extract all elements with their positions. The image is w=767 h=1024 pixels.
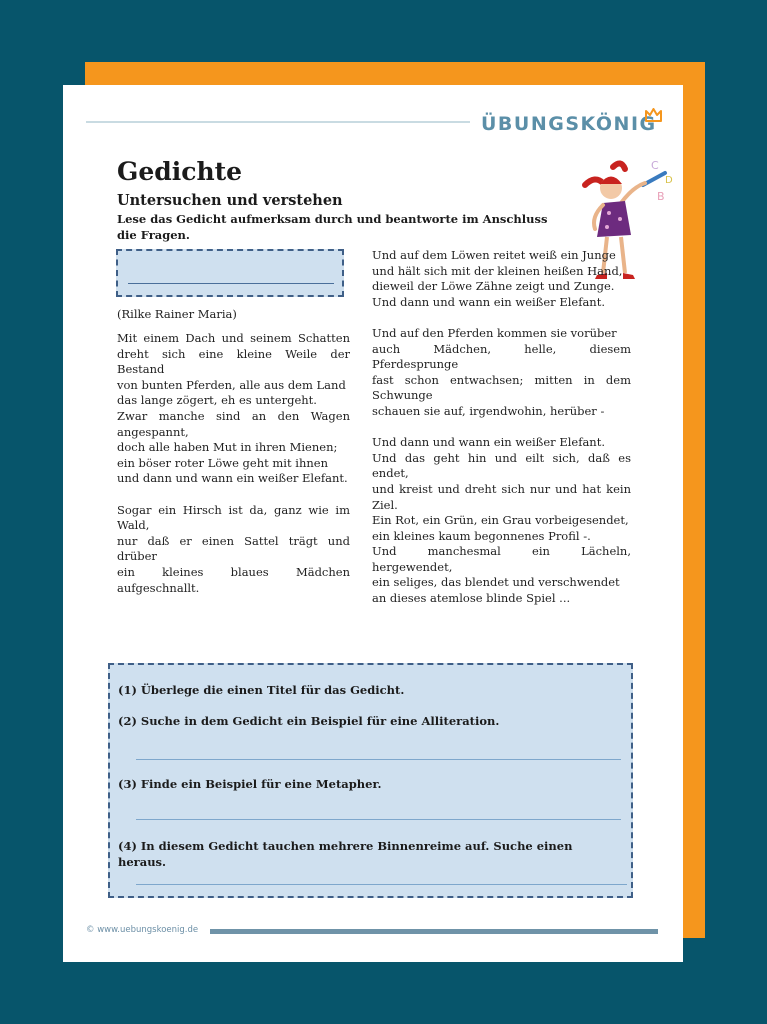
svg-text:D: D [665, 175, 673, 186]
answer-line-3[interactable] [136, 819, 621, 820]
poem-right-column [372, 248, 631, 607]
answer-line-4[interactable] [136, 884, 627, 885]
questions-box [108, 663, 633, 898]
poem-author: (Rilke Rainer Maria) [117, 307, 237, 321]
poem-line: doch alle haben Mut in ihren Mienen; [117, 440, 338, 455]
poem-title-answer-box[interactable] [116, 249, 344, 297]
poem-line: nur daß er einen Sattel trägt und drüber [117, 533, 350, 564]
page-subtitle: Untersuchen und verstehen [117, 192, 343, 209]
worksheet-page [63, 85, 683, 962]
question-1: (1) Überlege die einen Titel für das Gedicht. [118, 683, 405, 697]
svg-text:C: C [651, 159, 659, 172]
poem-line: ein seliges, das blendet und verschwendet [372, 575, 620, 590]
poem-line: Und auf dem Löwen reitet weiß ein Junge [372, 248, 616, 262]
poem-line: ein böser roter Löwe geht mit ihnen [117, 455, 328, 470]
answer-line-2[interactable] [136, 759, 621, 760]
poem-line: fast schon entwachsen; mitten in dem Schwunge [372, 372, 631, 403]
page-title: Gedichte [117, 157, 243, 186]
poem-line: Ein Rot, ein Grün, ein Grau vorbeigesendet, [372, 513, 629, 528]
question-4: (4) In diesem Gedicht tauchen mehrere Binnenreime auf. Suche einen heraus. [118, 839, 573, 869]
poem-line: dieweil der Löwe Zähne zeigt und Zunge. [372, 279, 615, 294]
poem-line: Und dann und wann ein weißer Elefant. [372, 435, 605, 450]
poem-line: und kreist und dreht sich nur und hat kein Ziel. [372, 481, 631, 512]
question-3: (3) Finde ein Beispiel für eine Metapher. [118, 777, 382, 791]
title-answer-line [128, 283, 334, 284]
poem-left-column [117, 331, 350, 596]
poem-line: ein kleines blaues Mädchen aufgeschnallt. [117, 564, 350, 595]
poem-line: und dann und wann ein weißer Elefant. [117, 471, 348, 486]
svg-text:B: B [657, 190, 665, 203]
poem-line: und hält sich mit der kleinen heißen Hand, [372, 263, 623, 278]
footer-bar [210, 929, 658, 934]
header-rule [86, 121, 470, 123]
poem-line: an dieses atemlose blinde Spiel ... [372, 591, 571, 606]
poem-line: von bunten Pferden, alle aus dem Land [117, 377, 346, 392]
poem-line: Und das geht hin und eilt sich, daß es endet, [372, 450, 631, 481]
footer-url: © www.uebungskoenig.de [86, 925, 199, 935]
poem-line: Und dann und wann ein weißer Elefant. [372, 294, 605, 309]
question-2: (2) Suche in dem Gedicht ein Beispiel für eine Alliteration. [118, 714, 500, 728]
poem-line: Mit einem Dach und seinem Schatten dreht sich eine kleine Weile der Bestand [117, 331, 350, 377]
poem-line: schauen sie auf, irgendwohin, herüber - [372, 403, 605, 418]
poem-line: ein kleines kaum begonnenes Profil -. [372, 528, 591, 543]
brand-logo: ÜBUNGSKÖNIG [481, 113, 657, 135]
crown-icon [645, 108, 662, 122]
poem-line: Zwar manche sind an den Wagen angespannt, [117, 408, 350, 439]
poem-line: Sogar ein Hirsch ist da, ganz wie im Wald, [117, 502, 350, 533]
poem-line: das lange zögert, eh es untergeht. [117, 393, 317, 408]
poem-line: Und auf den Pferden kommen sie vorüber [372, 325, 617, 340]
instruction-text: Lese das Gedicht aufmerksam durch und beantworte im Anschluss die Fragen. [117, 212, 548, 242]
poem-line: Und manchesmal ein Lächeln, hergewendet, [372, 544, 631, 574]
poem-line: auch Mädchen, helle, diesem Pferdesprunge [372, 341, 631, 372]
